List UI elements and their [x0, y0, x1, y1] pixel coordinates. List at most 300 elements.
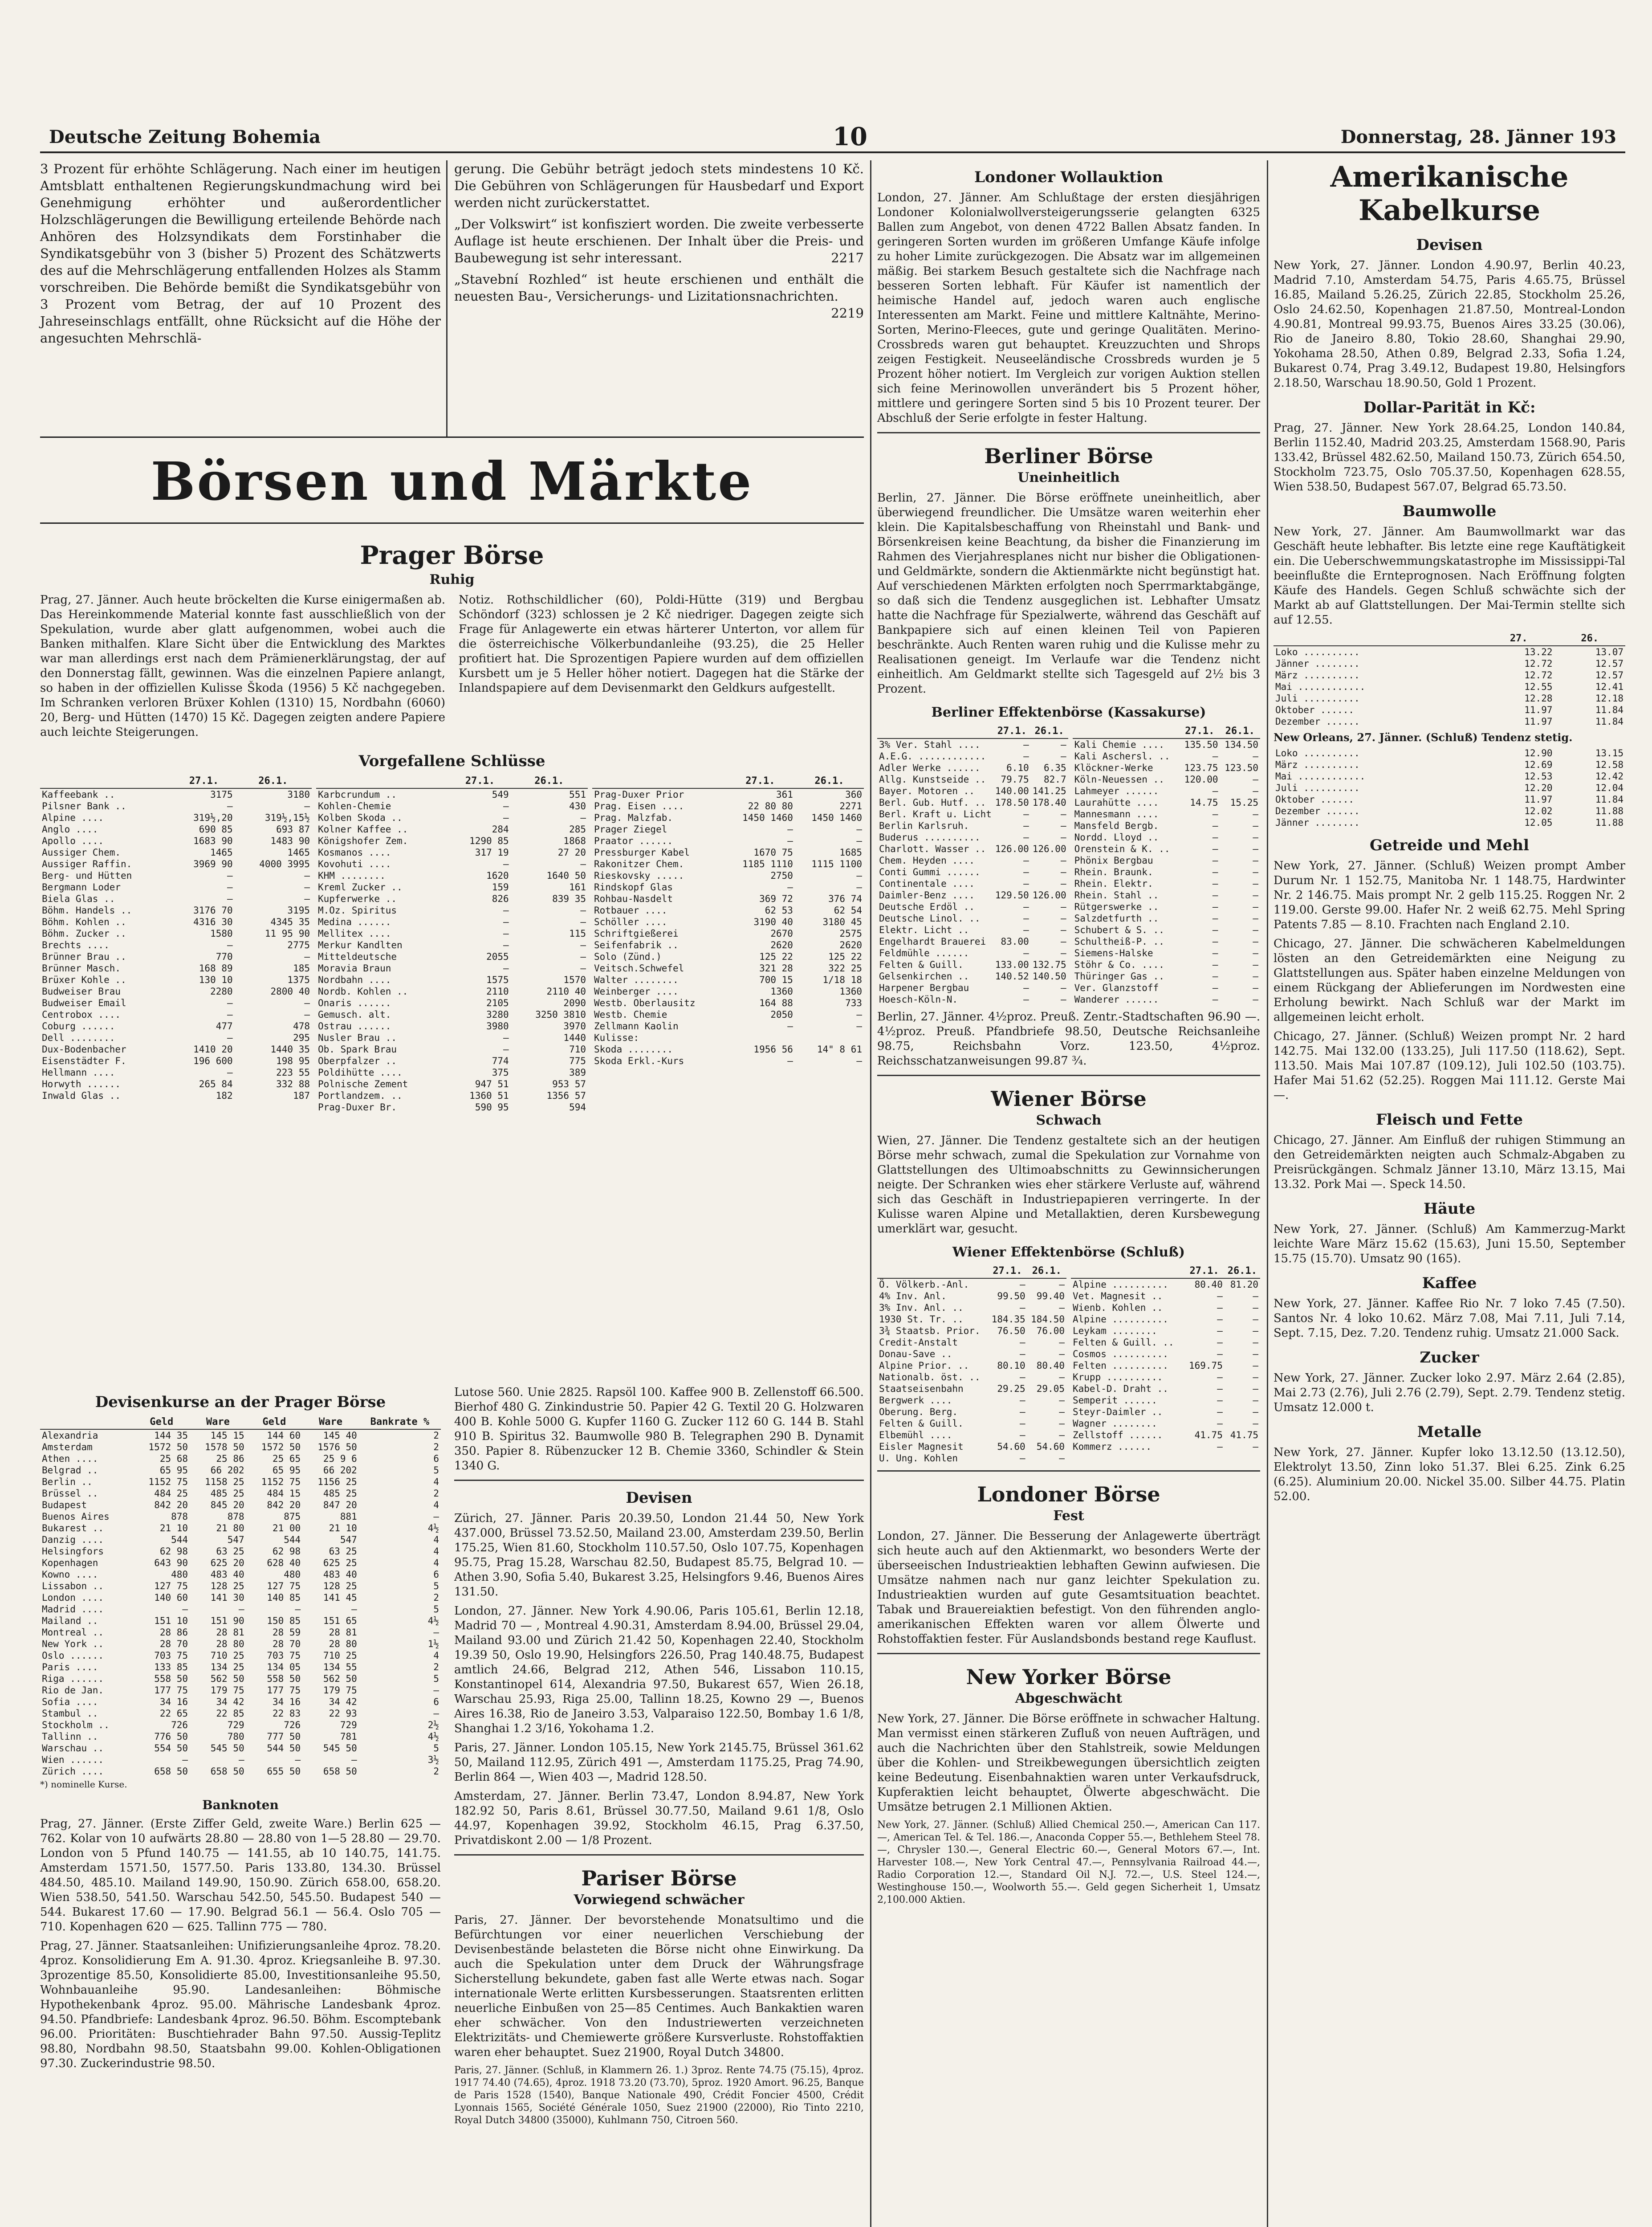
table-row [1071, 1278, 1260, 1290]
table-cell: 134 55 [323, 1662, 357, 1672]
table-cell: — [227, 1009, 233, 1020]
table-cell: — [580, 859, 586, 869]
table-cell: 82.7 [1044, 774, 1066, 785]
table-header-cell: Geld [133, 1415, 190, 1429]
table-cell: 161 [569, 882, 586, 893]
table-row [316, 986, 588, 997]
table-cell: — [1217, 1302, 1223, 1313]
table-cell: 128 25 [210, 1581, 244, 1591]
table-row [1073, 785, 1260, 797]
table-cell: — [503, 905, 509, 916]
table-row [877, 947, 1068, 959]
table-cell: — [1060, 994, 1066, 1005]
table-cell: — [1253, 1314, 1258, 1325]
table-cell: Rieskovsky ..... [594, 870, 684, 881]
table-header-cell: 27.1. [449, 775, 510, 788]
chicago-text-2: Chicago, 27. Jänner. (Schluß) Weizen prompt Nr. 2 hard 142.75. Mai 132.00 (133.25), Juli 117.50 (118.62), Sept. 113.50. Mais Mai 107.87 (109.12), Juli 102.50 (103.75). Hafer Mai 51.62 (52.25). Roggen Mai 111.12. Gerste Mai —. [1274, 1030, 1625, 1102]
table-row [592, 870, 864, 881]
table-cell: Stöhr & Co. .... [1074, 959, 1164, 970]
table-row [40, 1627, 441, 1638]
table-cell: 21 80 [216, 1523, 244, 1534]
berlin-renten: Berlin, 27. Jänner. 4½proz. Preuß. Zentr.-Stadtschaften 96.90 —. 4½proz. Preuß. Pfandbriefe 98.50, Deutsche Reichsanleihe 98.75, Reichsbahn Vorz. 123.50, 4½proz. Reichsschatzanweisungen 99.87 ¾. [877, 1010, 1260, 1068]
table-cell: — [1060, 936, 1066, 947]
section-title: Börsen und Märkte [151, 450, 753, 512]
table-cell: 80.40 [1036, 1360, 1065, 1371]
table-row [1274, 658, 1625, 669]
table-cell: 1360 51 [469, 1090, 509, 1101]
table-cell: 4345 35 [270, 917, 310, 927]
table-cell: Ö. Völkerb.-Anl. [879, 1279, 969, 1290]
newyorker-subtitle: Abgeschwächt [1015, 1691, 1123, 1706]
table-cell: 3% Inv. Anl. .. [879, 1302, 964, 1313]
table-cell: — [1212, 832, 1218, 843]
table-cell: 63 25 [216, 1546, 244, 1557]
table-cell: 322 25 [828, 963, 862, 974]
table-cell: Semperit ...... [1073, 1395, 1157, 1406]
table-cell: — [1253, 1337, 1258, 1348]
table-cell: — [227, 870, 233, 881]
table-cell: Aussiger Chem. [42, 847, 121, 858]
table-cell: Chem. Heyden .... [879, 855, 975, 866]
table-cell: 34 42 [329, 1697, 357, 1707]
table-cell: Kreml Zucker .. [318, 882, 403, 893]
table-cell: Wienb. Kohlen .. [1073, 1302, 1163, 1313]
table-cell: 2090 [563, 998, 586, 1008]
table-cell: — [1060, 913, 1066, 924]
table-cell: 13.22 [1524, 647, 1553, 657]
table-cell: 63 25 [329, 1546, 357, 1557]
table-cell: 81.20 [1230, 1279, 1258, 1290]
table-cell: — [1060, 751, 1066, 762]
table-cell: 187 [293, 1090, 310, 1101]
table-cell: 2620 [839, 940, 862, 950]
table-cell: — [1023, 901, 1029, 912]
table-row [1071, 1429, 1260, 1441]
table-row [1073, 947, 1260, 959]
table-cell: 2105 [486, 998, 509, 1008]
table-cell: 625 20 [210, 1558, 244, 1568]
table-cell: 842 20 [154, 1500, 188, 1510]
table-cell: 125 22 [828, 951, 862, 962]
table-cell: 115 [569, 928, 586, 939]
devisen-amsterdam: Amsterdam, 27. Jänner. Berlin 73.47, London 8.94.87, New York 182.92 50, Paris 8.61, Brüssel 30.77.50, Mailand 9.61 1/8, Oslo 44.97, Kopenhagen 39.92, Stockholm 46.15, Prag 6.37.50, Privatdiskont 2.00 — 1/8 Prozent. [454, 1790, 864, 1847]
table-row [592, 1055, 864, 1067]
table-header-cell: 26.1. [511, 775, 588, 788]
table-cell: — [1212, 913, 1218, 924]
table-cell: 133.00 [995, 959, 1029, 970]
table-row [40, 858, 312, 870]
divider [454, 1854, 864, 1856]
table-cell: — [304, 998, 310, 1008]
table-row [877, 1360, 1066, 1371]
table-cell: — [1212, 959, 1218, 970]
table-row [40, 1766, 441, 1777]
table-row [877, 913, 1068, 924]
footnote: *) nominelle Kurse. [40, 1779, 127, 1790]
table-row [316, 951, 588, 963]
table-cell: 179 75 [323, 1685, 357, 1696]
table-cell: Madrid .... [42, 1604, 104, 1615]
table-cell: 1360 [839, 986, 862, 997]
table-row [1073, 762, 1260, 774]
table-cell: — [1217, 1337, 1223, 1348]
table-cell: Krupp .......... [1073, 1372, 1163, 1383]
table-cell: 693 87 [276, 824, 310, 835]
table-row [877, 982, 1068, 994]
table-cell: 12.20 [1524, 783, 1553, 793]
table-cell: — [1217, 1395, 1223, 1406]
table-cell: 151 90 [210, 1615, 244, 1626]
table-cell: 21 10 [329, 1523, 357, 1534]
table-cell: — [503, 917, 509, 927]
table-cell: 11.97 [1524, 794, 1553, 805]
table-cell: 76.00 [1036, 1326, 1065, 1336]
table-cell: Prag. Malzfab. [594, 812, 673, 823]
table-cell: 544 50 [267, 1743, 301, 1754]
table-cell: 285 [569, 824, 586, 835]
table-cell: — [238, 1754, 244, 1765]
table-cell: Oslo ...... [42, 1650, 104, 1661]
table-cell: 11.97 [1524, 705, 1553, 715]
col2-lower [454, 1385, 864, 2131]
table-row [877, 971, 1068, 982]
table-cell: 123.50 [1225, 763, 1258, 773]
table-cell: 127 75 [154, 1581, 188, 1591]
table-row [1274, 747, 1625, 759]
table-cell: 1570 [563, 975, 586, 985]
table-cell: Nordbahn .... [318, 975, 391, 985]
table-cell: 839 35 [552, 893, 586, 904]
table-row [40, 1546, 441, 1557]
table-cell: 12.72 [1524, 658, 1553, 669]
pariser-title: Pariser Börse [581, 1866, 737, 1890]
table-row [592, 847, 864, 858]
table-cell: Continentale .... [879, 878, 975, 889]
table-cell: Budweiser Brau [42, 986, 121, 997]
table-cell: — [580, 905, 586, 916]
table-cell: Apollo .... [42, 836, 104, 846]
table-cell: — [1212, 971, 1218, 982]
table-cell: Adler Werke ...... [879, 763, 981, 773]
table-cell: — [1253, 983, 1258, 993]
table-cell: 29.05 [1036, 1383, 1065, 1394]
table-cell: — [227, 893, 233, 904]
table-cell: 3½ [427, 1754, 439, 1765]
table-cell: — [1023, 983, 1029, 993]
table-cell: — [295, 1754, 301, 1765]
table-cell: Dell ........ [42, 1032, 115, 1043]
table-cell: — [503, 1032, 509, 1043]
table-cell: Oberung. Berg. [879, 1407, 958, 1417]
table-cell: — [1059, 1372, 1065, 1383]
table-row [1073, 959, 1260, 971]
table-row [40, 986, 312, 997]
fleisch-text: Chicago, 27. Jänner. Am Einfluß der ruhigen Stimmung an den Getreidemärkten neigten auch Schmalz-Abgaben zu Preisrückgängen. Schmalz Jänner 13.10, März 13.15, Mai 13.32. Pork Mai —. Speck 14.50. [1274, 1134, 1625, 1191]
table-cell: — [1253, 1418, 1258, 1429]
table-cell: Klöckner-Werke [1074, 763, 1153, 773]
table-cell: 770 [216, 951, 233, 962]
table-cell: 361 [776, 789, 793, 800]
table-cell: 658 50 [154, 1766, 188, 1777]
table-cell: Rütgerswerke .. [1074, 901, 1159, 912]
table-cell: Kupferwerke .. [318, 893, 397, 904]
divider [877, 1075, 1260, 1076]
table-cell: Moravia Braun [318, 963, 391, 974]
table-cell: Lissabon .. [42, 1581, 104, 1591]
table-cell: — [1217, 1407, 1223, 1417]
table-cell: 13.07 [1595, 647, 1624, 657]
table-cell: 690 85 [199, 824, 233, 835]
table-cell: Berl. Gub. Hutf. .. [879, 797, 986, 808]
table-cell: 776 50 [154, 1731, 188, 1742]
banknoten-text: Prag, 27. Jänner. (Erste Ziffer Geld, zweite Ware.) Berlin 625 — 762. Kolar von 10 aufwärts 28.80 — 28.80 von 1—5 28.80 — 29.70. London von 5 Pfund 140.75 — 141.55, ab 10 140.75, 141.75. Amsterdam 1571.50, 1577.50. Paris 133.80, 134.30. Brüssel 484.50, 485.10. Mailand 149.90, 150.90. Zürich 658.00, 658.20. Wien 538.50, 541.50. Warschau 542.50, 545.50. Budapest 540 — 544. Bukarest 17.60 — 17.90. Belgrad 56.1 — 56.4. Oslo 705 — 710. Kopenhagen 620 — 625. Tallinn 775 — 780. [40, 1817, 441, 1933]
table-cell: Aussiger Raffin. [42, 859, 132, 869]
table-row [592, 1020, 864, 1032]
table-cell: Mai ............ [1275, 771, 1366, 782]
table-row [592, 800, 864, 812]
table-cell: Horwyth ...... [42, 1079, 121, 1089]
table-cell: M.Oz. Spiritus [318, 905, 397, 916]
table-cell: — [351, 1604, 357, 1615]
table-row [40, 1067, 312, 1078]
table-cell: Donau-Save .. [879, 1349, 952, 1359]
table-cell: 3% Ver. Stahl .... [879, 739, 981, 750]
table-row [40, 1650, 441, 1661]
table-row [877, 1406, 1066, 1418]
vorgef-table-c [592, 775, 864, 1067]
table-cell: 780 [227, 1731, 244, 1742]
table-cell: 483 40 [210, 1569, 244, 1580]
table-cell: 875 [284, 1511, 301, 1522]
table-cell: 4 [433, 1500, 439, 1510]
table-cell: Deutsche Linol. .. [879, 913, 981, 924]
table-cell: Alpine .......... [1073, 1279, 1168, 1290]
col4 [1274, 160, 1625, 2227]
table-row [877, 924, 1068, 936]
table-cell: 2575 [839, 928, 862, 939]
table-row [592, 1044, 864, 1055]
table-cell: Jänner ........ [1275, 658, 1360, 669]
vorgef-table-a [40, 775, 312, 1101]
table-cell: — [1212, 855, 1218, 866]
table-cell: 132.75 [1032, 959, 1066, 970]
table-cell: 2050 [770, 1009, 793, 1020]
table-cell: Seifenfabrik .. [594, 940, 679, 950]
table-header-cell [1071, 1264, 1184, 1278]
table-cell: 4 [433, 1650, 439, 1661]
table-cell: Biela Glas .. [42, 893, 115, 904]
table-cell: — [856, 836, 862, 846]
table-cell: 11.84 [1595, 794, 1624, 805]
berliner-table-a [877, 725, 1068, 1005]
table-cell: — [503, 801, 509, 812]
table-cell: Böhm. Kohlen .. [42, 917, 126, 927]
table-cell: 2 [433, 1442, 439, 1452]
table-cell: Berlin Karlsruh. [879, 820, 969, 831]
metalle-title: Metalle [1417, 1423, 1482, 1441]
table-cell: Kommerz ...... [1073, 1441, 1152, 1452]
table-cell: 1572 50 [148, 1442, 188, 1452]
divider [877, 432, 1260, 433]
table-cell: Montreal .. [42, 1627, 104, 1638]
table-row [316, 858, 588, 870]
table-cell: — [1023, 739, 1029, 750]
table-row [316, 835, 588, 847]
table-cell: 710 25 [323, 1650, 357, 1661]
table-cell: 6 [433, 1697, 439, 1707]
table-cell: 3280 [486, 1009, 509, 1020]
table-cell: 3190 40 [753, 917, 793, 927]
table-cell: 29.25 [997, 1383, 1025, 1394]
table-cell: 775 [569, 1056, 586, 1066]
devisen-paris: Paris, 27. Jänner. London 105.15, New York 2145.75, Brüssel 361.62 50, Mailand 112.95, Zürich 491 —, Amsterdam 1175.25, Prag 74.90, Berlin 864 —, Wien 403 —, Madrid 128.50. [454, 1741, 864, 1784]
table-cell: — [1253, 809, 1258, 820]
prager-subtitle: Ruhig [429, 572, 475, 587]
table-cell: Praator ...... [594, 836, 673, 846]
table-cell: Vet. Magnesit .. [1073, 1291, 1163, 1301]
table-cell: 3195 [287, 905, 310, 916]
table-cell: 12.57 [1595, 658, 1624, 669]
table-row [1071, 1290, 1260, 1302]
table-row [877, 1313, 1066, 1325]
table-row [316, 928, 588, 939]
kaffee-text: New York, 27. Jänner. Kaffee Rio Nr. 7 loko 7.45 (7.50). Santos Nr. 4 loko 10.62. März 7.08, Mai 7.11, Juli 7.14, Sept. 7.15, Dez. 7.20. Tendenz ruhig. Umsatz 21.000 Sack. [1274, 1297, 1625, 1340]
table-row [40, 1685, 441, 1696]
table-cell: 126.00 [1032, 890, 1066, 901]
table-row [40, 1044, 312, 1055]
table-cell: Centrobox .... [42, 1009, 121, 1020]
table-header-cell [877, 725, 993, 738]
table-row [877, 936, 1068, 947]
table-cell: — [1019, 1430, 1025, 1440]
table-cell: 12.41 [1595, 681, 1624, 692]
table-cell: 554 50 [154, 1743, 188, 1754]
table-cell: Kopenhagen [42, 1558, 98, 1568]
table-cell: — [1059, 1395, 1065, 1406]
table-cell: Dux-Bodenbacher [42, 1044, 126, 1055]
table-cell: Solo (Zünd.) [594, 951, 662, 962]
table-cell: — [787, 824, 793, 835]
table-cell: 5 [433, 1581, 439, 1591]
table-cell: 3969 90 [193, 859, 233, 869]
table-cell: — [304, 893, 310, 904]
table-cell: 726 [171, 1720, 188, 1730]
table-cell: Nusler Brau .. [318, 1032, 397, 1043]
table-cell: 12.28 [1524, 693, 1553, 704]
table-cell: 590 95 [475, 1102, 509, 1113]
table-row [877, 1452, 1066, 1464]
table-cell: 545 50 [210, 1743, 244, 1754]
table-cell: Inwald Glas .. [42, 1090, 121, 1101]
table-cell: Schriftgießerei [594, 928, 679, 939]
table-cell: Kali Aschersl. .. [1074, 751, 1170, 762]
table-cell: 123.75 [1184, 763, 1218, 773]
table-cell: Gemusch. alt. [318, 1009, 391, 1020]
table-cell: KHM ........ [318, 870, 386, 881]
table-cell: Oktober ...... [1275, 705, 1355, 715]
table-row [1073, 924, 1260, 936]
table-cell: 1356 57 [546, 1090, 586, 1101]
table-cell: 2 [433, 1766, 439, 1777]
table-cell: 196 600 [193, 1056, 233, 1066]
table-header-row [316, 775, 588, 788]
table-cell: — [433, 1511, 439, 1522]
table-cell: 1576 50 [317, 1442, 357, 1452]
table-row [40, 881, 312, 893]
table-cell: 11.97 [1524, 716, 1553, 727]
table-cell: März .......... [1275, 670, 1360, 681]
table-row [316, 1055, 588, 1067]
table-cell: 483 40 [323, 1569, 357, 1580]
dollar-text: Prag, 27. Jänner. New York 28.64.25, London 140.84, Berlin 1152.40, Madrid 203.25, Amsterdam 1568.90, Paris 133.42, Brüssel 482.62.50, Mailand 150.73, Zürich 654.50, Stockholm 723.75, Oslo 705.37.50, Kopenhagen 628.55, Wien 538.50, Budapest 567.07, Belgrad 65.73.50. [1274, 421, 1625, 494]
notice-text: „Stavební Rozhled“ ist heute erschienen und enthält die neuesten Bau-, Versicherungs- und Lizitationsnachrichten. [454, 272, 864, 304]
table-cell: 4½ [427, 1615, 439, 1626]
table-cell [795, 1032, 864, 1044]
table-row [877, 1302, 1066, 1313]
kabel-title: Amerikanische Kabelkurse [1330, 160, 1569, 227]
table-cell: 5 [433, 1604, 439, 1615]
table-cell: 5 [433, 1673, 439, 1684]
table-cell: Rotbauer .... [594, 905, 667, 916]
table-cell: Kowno .... [42, 1569, 98, 1580]
table-cell: Ostrau ...... [318, 1021, 391, 1032]
table-cell: Elektr. Licht .. [879, 925, 969, 935]
table-cell: — [1212, 901, 1218, 912]
table-cell: Cosmos .......... [1073, 1349, 1168, 1359]
table-cell: — [1253, 774, 1258, 785]
table-cell: — [580, 951, 586, 962]
table-cell: — [304, 870, 310, 881]
table-cell: Mellitex .... [318, 928, 391, 939]
table-cell: Budweiser Email [42, 998, 126, 1008]
table-cell: — [1023, 809, 1029, 820]
masthead [40, 120, 1625, 153]
table-cell: — [1212, 925, 1218, 935]
table-cell: — [227, 1032, 233, 1043]
table-cell: 733 [845, 998, 862, 1008]
table-row [877, 785, 1068, 797]
table-cell: 120.00 [1184, 774, 1218, 785]
table-cell: 544 [171, 1534, 188, 1545]
table-cell: Kabel-D. Draht .. [1073, 1383, 1168, 1394]
table-cell: — [1060, 948, 1066, 959]
table-header-cell [1274, 632, 1483, 646]
table-row [592, 812, 864, 824]
table-row [877, 1441, 1066, 1452]
table-cell: Allg. Kunstseide .. [879, 774, 986, 785]
table-cell: 14" 8 61 [817, 1044, 862, 1055]
table-cell: — [503, 963, 509, 974]
table-cell: — [1212, 867, 1218, 877]
table-row [316, 1090, 588, 1101]
table-cell: — [1253, 948, 1258, 959]
newyorker-quotes: New York, 27. Jänner. (Schluß) Allied Chemical 250.—, American Can 117.—, American Tel. & Tel. 186.—, Anaconda Copper 55.—, Bethlehem Steel 78.—, Chrysler 130.—, General Electric 60.—, General Motors 67.—, Int. Harvester 108.—, New York Central 47.—, Pennsylvania Railroad 44.—, Radio Corporation 12.—, Standard Oil N.J. 72.—, U.S. Steel 124.—, Westinghouse 150.—, Woolworth 55.—. Geld gegen Sicherheit 1, Umsatz 2,100.000 Aktien. [877, 1819, 1260, 1905]
table-cell: Thüringer Gas .. [1074, 971, 1164, 982]
table-row [877, 1383, 1066, 1395]
table-cell: 562 50 [323, 1673, 357, 1684]
table-cell: 1685 [839, 847, 862, 858]
table-cell: 127 75 [267, 1581, 301, 1591]
table-cell: — [856, 882, 862, 893]
table-row [1073, 855, 1260, 866]
table-cell: Brünner Masch. [42, 963, 121, 974]
table-row [40, 835, 312, 847]
table-cell: Kolner Kaffee .. [318, 824, 408, 835]
table-cell: Schubert & S. .. [1074, 925, 1164, 935]
table-row [1073, 774, 1260, 785]
table-cell: — [304, 951, 310, 962]
table-cell: — [856, 824, 862, 835]
